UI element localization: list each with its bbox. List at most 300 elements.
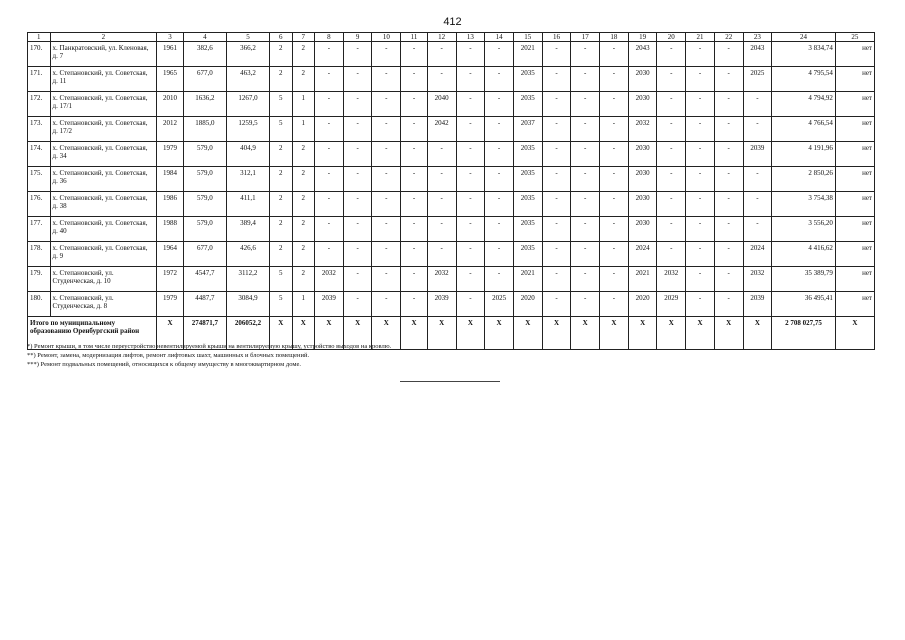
table-cell: - bbox=[427, 217, 456, 242]
table-row bbox=[28, 242, 875, 267]
total-cell: X bbox=[628, 317, 657, 350]
table-cell: нет bbox=[835, 242, 874, 267]
address-cell: х. Степановский, ул. Советская, д. 9 bbox=[50, 242, 157, 267]
table-cell: - bbox=[485, 67, 514, 92]
table-cell: 2 bbox=[292, 67, 315, 92]
table-cell: - bbox=[686, 167, 715, 192]
table-cell: 3 834,74 bbox=[772, 42, 836, 67]
column-number: 14 bbox=[485, 33, 514, 42]
table-cell: - bbox=[401, 167, 428, 192]
table-cell: - bbox=[657, 217, 686, 242]
address-cell: х. Степановский, ул. Студенческая, д. 8 bbox=[50, 292, 157, 317]
table-cell: 4 191,96 bbox=[772, 142, 836, 167]
table-cell: - bbox=[343, 217, 372, 242]
table-cell: - bbox=[372, 242, 401, 267]
table-cell: - bbox=[456, 42, 485, 67]
column-number: 17 bbox=[571, 33, 600, 42]
table-cell: 2039 bbox=[743, 292, 772, 317]
table-cell: 36 495,41 bbox=[772, 292, 836, 317]
table-cell: 2 bbox=[292, 192, 315, 217]
table-cell: 4487,7 bbox=[183, 292, 226, 317]
table-cell: 579,0 bbox=[183, 167, 226, 192]
table-cell: - bbox=[571, 42, 600, 67]
table-cell: 1961 bbox=[157, 42, 184, 67]
total-cell: X bbox=[571, 317, 600, 350]
table-cell: - bbox=[456, 192, 485, 217]
column-number: 9 bbox=[343, 33, 372, 42]
address-cell: х. Степановский, ул. Советская, д. 36 bbox=[50, 167, 157, 192]
table-cell: 2012 bbox=[157, 117, 184, 142]
column-number: 15 bbox=[513, 33, 542, 42]
table-cell: - bbox=[657, 242, 686, 267]
table-row bbox=[28, 192, 875, 217]
table-cell: - bbox=[456, 117, 485, 142]
table-cell: - bbox=[315, 217, 344, 242]
table-cell: - bbox=[401, 267, 428, 292]
table-cell: - bbox=[571, 92, 600, 117]
table-cell: - bbox=[600, 92, 629, 117]
table-cell: - bbox=[456, 92, 485, 117]
column-number: 23 bbox=[743, 33, 772, 42]
column-number: 11 bbox=[401, 33, 428, 42]
table-cell: - bbox=[315, 142, 344, 167]
table-cell: - bbox=[343, 192, 372, 217]
table-cell: 2010 bbox=[157, 92, 184, 117]
table-cell: 579,0 bbox=[183, 192, 226, 217]
table-cell: - bbox=[401, 142, 428, 167]
separator-line bbox=[400, 381, 500, 382]
table-cell: 2032 bbox=[315, 267, 344, 292]
total-label: Итого по муниципальному образованию Оренбургский район bbox=[28, 317, 157, 350]
table-cell: - bbox=[571, 67, 600, 92]
table-cell: - bbox=[427, 142, 456, 167]
table-cell: 1988 bbox=[157, 217, 184, 242]
footnote-basement: ***) Ремонт подвальных помещений, относящихся к общему имуществу в многоквартирном доме. bbox=[27, 361, 301, 368]
table-cell: 2039 bbox=[427, 292, 456, 317]
column-number: 21 bbox=[686, 33, 715, 42]
table-cell: - bbox=[343, 292, 372, 317]
table-cell: - bbox=[485, 142, 514, 167]
column-number: 7 bbox=[292, 33, 315, 42]
table-cell: - bbox=[372, 167, 401, 192]
table-cell: - bbox=[456, 67, 485, 92]
table-cell: 2030 bbox=[628, 67, 657, 92]
table-cell: - bbox=[315, 242, 344, 267]
table-cell: 1984 bbox=[157, 167, 184, 192]
table-cell: - bbox=[571, 242, 600, 267]
table-cell: - bbox=[657, 67, 686, 92]
table-cell: - bbox=[542, 292, 571, 317]
table-cell: - bbox=[571, 217, 600, 242]
table-cell: нет bbox=[835, 267, 874, 292]
table-cell: 2 bbox=[292, 42, 315, 67]
total-cell: X bbox=[600, 317, 629, 350]
table-cell: - bbox=[571, 292, 600, 317]
table-cell: - bbox=[600, 167, 629, 192]
table-cell: - bbox=[571, 167, 600, 192]
table-row bbox=[28, 217, 875, 242]
table-cell: - bbox=[714, 217, 743, 242]
table-cell: 2 bbox=[292, 242, 315, 267]
row-number: 172. bbox=[28, 92, 51, 117]
address-cell: х. Степановский, ул. Советская, д. 34 bbox=[50, 142, 157, 167]
table-cell: - bbox=[686, 117, 715, 142]
table-cell: - bbox=[401, 42, 428, 67]
table-cell: 463,2 bbox=[226, 67, 269, 92]
column-number: 24 bbox=[772, 33, 836, 42]
table-cell: 2021 bbox=[628, 267, 657, 292]
table-cell: 3112,2 bbox=[226, 267, 269, 292]
table-cell: - bbox=[600, 267, 629, 292]
table-cell: 1 bbox=[292, 117, 315, 142]
row-number: 176. bbox=[28, 192, 51, 217]
table-cell: - bbox=[343, 242, 372, 267]
table-cell: - bbox=[401, 92, 428, 117]
table-cell: - bbox=[542, 142, 571, 167]
table-cell: - bbox=[427, 67, 456, 92]
table-cell: 2042 bbox=[427, 117, 456, 142]
total-cell: X bbox=[714, 317, 743, 350]
table-cell: 579,0 bbox=[183, 142, 226, 167]
table-cell: 5 bbox=[269, 92, 292, 117]
total-cell: X bbox=[292, 317, 315, 350]
table-cell: - bbox=[372, 67, 401, 92]
total-cell: 206052,2 bbox=[226, 317, 269, 350]
table-cell: 2020 bbox=[513, 292, 542, 317]
table-cell: 1964 bbox=[157, 242, 184, 267]
table-cell: - bbox=[372, 292, 401, 317]
table-cell: - bbox=[485, 192, 514, 217]
footnotes bbox=[27, 342, 875, 369]
table-cell: - bbox=[315, 92, 344, 117]
table-cell: - bbox=[571, 117, 600, 142]
table-cell: 4547,7 bbox=[183, 267, 226, 292]
table-cell: 1972 bbox=[157, 267, 184, 292]
row-number: 175. bbox=[28, 167, 51, 192]
table-cell: - bbox=[571, 142, 600, 167]
table-cell: 2035 bbox=[513, 242, 542, 267]
total-cell: X bbox=[343, 317, 372, 350]
table-cell: - bbox=[485, 242, 514, 267]
column-number: 6 bbox=[269, 33, 292, 42]
table-cell: - bbox=[456, 142, 485, 167]
table-cell: 1636,2 bbox=[183, 92, 226, 117]
total-cell: X bbox=[427, 317, 456, 350]
table-cell: 382,6 bbox=[183, 42, 226, 67]
table-cell: нет bbox=[835, 292, 874, 317]
table-cell: - bbox=[571, 192, 600, 217]
table-cell: 2025 bbox=[743, 67, 772, 92]
column-number: 25 bbox=[835, 33, 874, 42]
table-cell: 4 416,62 bbox=[772, 242, 836, 267]
table-cell: - bbox=[315, 192, 344, 217]
table-cell: 2024 bbox=[628, 242, 657, 267]
table-cell: - bbox=[485, 267, 514, 292]
column-number: 20 bbox=[657, 33, 686, 42]
table-cell: - bbox=[600, 67, 629, 92]
table-cell: 2 bbox=[292, 217, 315, 242]
table-cell: - bbox=[401, 242, 428, 267]
table-cell: нет bbox=[835, 142, 874, 167]
table-cell: 2030 bbox=[628, 217, 657, 242]
table-cell: 2021 bbox=[513, 42, 542, 67]
table-cell: 404,9 bbox=[226, 142, 269, 167]
table-cell: - bbox=[714, 142, 743, 167]
total-cell: X bbox=[657, 317, 686, 350]
table-cell: - bbox=[657, 92, 686, 117]
table-cell: нет bbox=[835, 42, 874, 67]
table-cell: - bbox=[456, 242, 485, 267]
table-cell: - bbox=[686, 142, 715, 167]
table-cell: 5 bbox=[269, 292, 292, 317]
total-cell: X bbox=[157, 317, 184, 350]
table-cell: - bbox=[372, 142, 401, 167]
table-row bbox=[28, 167, 875, 192]
column-number-row bbox=[28, 33, 875, 42]
table-cell: 2035 bbox=[513, 192, 542, 217]
table-cell: 411,1 bbox=[226, 192, 269, 217]
table-cell: 2037 bbox=[513, 117, 542, 142]
table-cell: - bbox=[657, 167, 686, 192]
table-cell: 2030 bbox=[628, 167, 657, 192]
column-number: 1 bbox=[28, 33, 51, 42]
table-cell: - bbox=[372, 267, 401, 292]
table-cell: 2 bbox=[292, 167, 315, 192]
table-cell: - bbox=[456, 217, 485, 242]
column-number: 10 bbox=[372, 33, 401, 42]
table-row bbox=[28, 92, 875, 117]
table-cell: - bbox=[542, 192, 571, 217]
table-cell: - bbox=[743, 167, 772, 192]
table-cell: - bbox=[600, 292, 629, 317]
table-cell: 2032 bbox=[743, 267, 772, 292]
table-cell: - bbox=[686, 92, 715, 117]
total-cell: X bbox=[401, 317, 428, 350]
table-cell: - bbox=[401, 192, 428, 217]
column-number: 3 bbox=[157, 33, 184, 42]
table-cell: - bbox=[343, 92, 372, 117]
column-number: 2 bbox=[50, 33, 157, 42]
row-number: 180. bbox=[28, 292, 51, 317]
table-cell: - bbox=[315, 167, 344, 192]
table-cell: - bbox=[600, 117, 629, 142]
table-cell: 1267,0 bbox=[226, 92, 269, 117]
total-cell: X bbox=[269, 317, 292, 350]
address-cell: х. Степановский, ул. Студенческая, д. 10 bbox=[50, 267, 157, 292]
table-cell: 2029 bbox=[657, 292, 686, 317]
table-cell: - bbox=[401, 117, 428, 142]
table-cell: - bbox=[657, 42, 686, 67]
table-cell: - bbox=[372, 217, 401, 242]
table-cell: - bbox=[714, 167, 743, 192]
table-row bbox=[28, 42, 875, 67]
table-cell: 5 bbox=[269, 267, 292, 292]
table-cell: - bbox=[714, 292, 743, 317]
table-cell: - bbox=[743, 217, 772, 242]
table-cell: 2 bbox=[269, 167, 292, 192]
table-cell: нет bbox=[835, 192, 874, 217]
table-cell: 1885,0 bbox=[183, 117, 226, 142]
table-cell: - bbox=[401, 217, 428, 242]
column-number: 18 bbox=[600, 33, 629, 42]
column-number: 5 bbox=[226, 33, 269, 42]
table-cell: - bbox=[743, 192, 772, 217]
table-cell: нет bbox=[835, 167, 874, 192]
table-cell: - bbox=[485, 217, 514, 242]
table-cell: - bbox=[343, 167, 372, 192]
table-cell: 3084,9 bbox=[226, 292, 269, 317]
table-cell: - bbox=[343, 67, 372, 92]
table-cell: 2035 bbox=[513, 67, 542, 92]
table-cell: - bbox=[456, 292, 485, 317]
column-number: 13 bbox=[456, 33, 485, 42]
table-cell: - bbox=[372, 192, 401, 217]
table-cell: - bbox=[343, 142, 372, 167]
table-cell: - bbox=[686, 67, 715, 92]
table-cell: - bbox=[427, 167, 456, 192]
table-cell: - bbox=[714, 117, 743, 142]
table-cell: 1965 bbox=[157, 67, 184, 92]
table-cell: - bbox=[372, 92, 401, 117]
table-cell: - bbox=[542, 92, 571, 117]
table-cell: - bbox=[315, 42, 344, 67]
table-cell: - bbox=[686, 217, 715, 242]
table-cell: 2 bbox=[292, 142, 315, 167]
table-cell: - bbox=[315, 117, 344, 142]
column-number: 16 bbox=[542, 33, 571, 42]
table-cell: 389,4 bbox=[226, 217, 269, 242]
table-cell: 2043 bbox=[628, 42, 657, 67]
address-cell: х. Степановский, ул. Советская, д. 40 bbox=[50, 217, 157, 242]
table-cell: 2 bbox=[269, 142, 292, 167]
table-cell: - bbox=[315, 67, 344, 92]
table-cell: 1 bbox=[292, 92, 315, 117]
table-cell: 2043 bbox=[743, 42, 772, 67]
total-cell: X bbox=[542, 317, 571, 350]
table-cell: 2 bbox=[269, 217, 292, 242]
table-cell: 3 754,38 bbox=[772, 192, 836, 217]
table-cell: нет bbox=[835, 217, 874, 242]
table-cell: 2035 bbox=[513, 92, 542, 117]
total-cell: X bbox=[372, 317, 401, 350]
table-cell: - bbox=[372, 117, 401, 142]
table-cell: 2035 bbox=[513, 167, 542, 192]
table-cell: 2030 bbox=[628, 142, 657, 167]
row-number: 179. bbox=[28, 267, 51, 292]
table-cell: 2025 bbox=[485, 292, 514, 317]
repair-schedule-table bbox=[27, 32, 875, 350]
table-cell: 2035 bbox=[513, 217, 542, 242]
row-number: 173. bbox=[28, 117, 51, 142]
row-number: 177. bbox=[28, 217, 51, 242]
total-cell: 274871,7 bbox=[183, 317, 226, 350]
column-number: 12 bbox=[427, 33, 456, 42]
table-cell: - bbox=[657, 142, 686, 167]
table-cell: - bbox=[743, 92, 772, 117]
table-cell: 366,2 bbox=[226, 42, 269, 67]
table-cell: - bbox=[714, 192, 743, 217]
table-cell: - bbox=[571, 267, 600, 292]
table-cell: 4 766,54 bbox=[772, 117, 836, 142]
table-row bbox=[28, 267, 875, 292]
table-cell: нет bbox=[835, 92, 874, 117]
table-cell: - bbox=[485, 167, 514, 192]
table-cell: - bbox=[427, 42, 456, 67]
table-cell: 2 bbox=[269, 67, 292, 92]
table-cell: 2039 bbox=[743, 142, 772, 167]
table-cell: - bbox=[542, 117, 571, 142]
table-cell: - bbox=[686, 292, 715, 317]
row-number: 174. bbox=[28, 142, 51, 167]
table-cell: 579,0 bbox=[183, 217, 226, 242]
table-cell: - bbox=[456, 267, 485, 292]
total-cell: X bbox=[835, 317, 874, 350]
address-cell: х. Степановский, ул. Советская, д. 38 bbox=[50, 192, 157, 217]
table-cell: 2032 bbox=[628, 117, 657, 142]
table-cell: - bbox=[427, 242, 456, 267]
table-cell: 677,0 bbox=[183, 67, 226, 92]
column-number: 19 bbox=[628, 33, 657, 42]
table-cell: нет bbox=[835, 117, 874, 142]
column-number: 8 bbox=[315, 33, 344, 42]
table-cell: 2030 bbox=[628, 192, 657, 217]
table-cell: 1 bbox=[292, 292, 315, 317]
table-cell: - bbox=[600, 217, 629, 242]
table-cell: - bbox=[686, 267, 715, 292]
table-cell: - bbox=[714, 42, 743, 67]
table-cell: 2032 bbox=[657, 267, 686, 292]
table-cell: - bbox=[542, 217, 571, 242]
table-cell: - bbox=[714, 92, 743, 117]
total-cell: X bbox=[456, 317, 485, 350]
table-cell: - bbox=[401, 67, 428, 92]
table-cell: - bbox=[600, 192, 629, 217]
table-cell: 2021 bbox=[513, 267, 542, 292]
table-cell: - bbox=[343, 267, 372, 292]
table-cell: 5 bbox=[269, 117, 292, 142]
table-cell: - bbox=[542, 167, 571, 192]
total-cell: X bbox=[513, 317, 542, 350]
table-row bbox=[28, 117, 875, 142]
table-cell: 35 389,79 bbox=[772, 267, 836, 292]
row-number: 178. bbox=[28, 242, 51, 267]
column-number: 4 bbox=[183, 33, 226, 42]
address-cell: х. Степановский, ул. Советская, д. 11 bbox=[50, 67, 157, 92]
table-cell: - bbox=[542, 267, 571, 292]
table-cell: - bbox=[657, 192, 686, 217]
table-cell: 677,0 bbox=[183, 242, 226, 267]
table-cell: 1986 bbox=[157, 192, 184, 217]
table-cell: 3 556,20 bbox=[772, 217, 836, 242]
table-cell: 2030 bbox=[628, 92, 657, 117]
page-number: 412 bbox=[443, 16, 462, 28]
total-cell: X bbox=[485, 317, 514, 350]
table-cell: 2 bbox=[269, 192, 292, 217]
column-number: 22 bbox=[714, 33, 743, 42]
table-cell: 2024 bbox=[743, 242, 772, 267]
table-cell: 2035 bbox=[513, 142, 542, 167]
table-cell: - bbox=[542, 42, 571, 67]
table-cell: 1979 bbox=[157, 142, 184, 167]
address-cell: х. Панкратовский, ул. Кленовая, д. 7 bbox=[50, 42, 157, 67]
total-cell: X bbox=[743, 317, 772, 350]
table-row bbox=[28, 142, 875, 167]
footnote-elevators: **) Ремонт, замена, модернизация лифтов, ремонт лифтовых шахт, машинных и блочных помещений. bbox=[27, 352, 310, 359]
table-cell: - bbox=[686, 192, 715, 217]
table-cell: 2039 bbox=[315, 292, 344, 317]
table-cell: - bbox=[686, 42, 715, 67]
table-cell: - bbox=[485, 92, 514, 117]
